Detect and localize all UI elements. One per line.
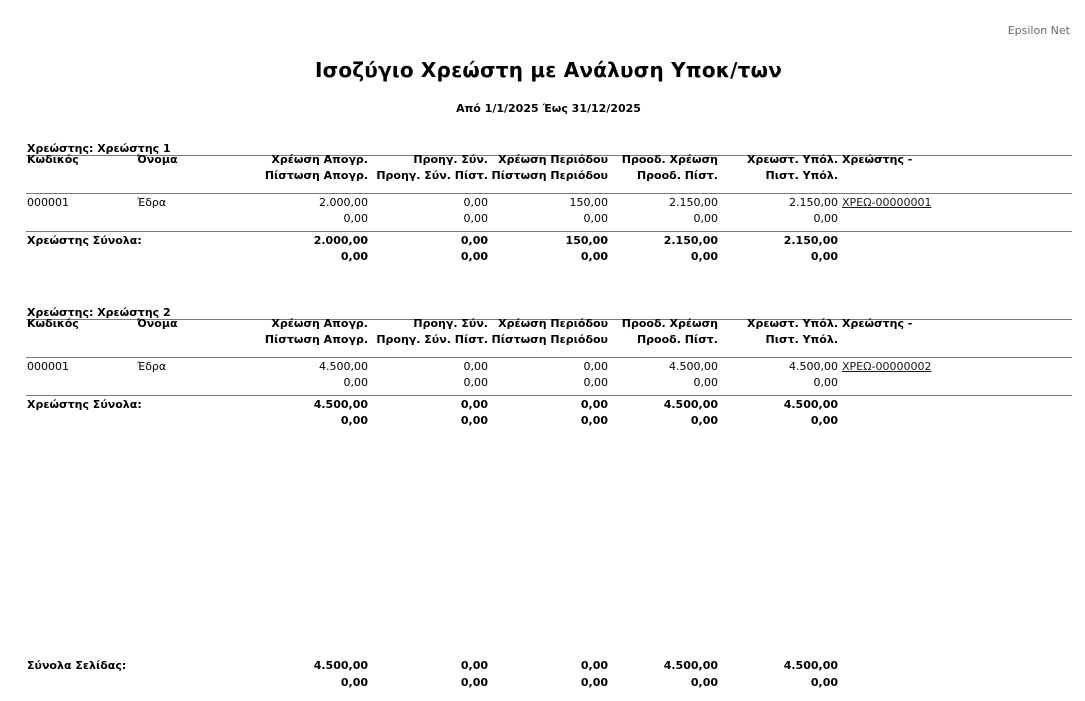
totals-label: Χρεώστης Σύνολα: — [27, 398, 142, 411]
row-debit-5: 4.500,00 — [789, 360, 838, 373]
totals-debit-5: 4.500,00 — [783, 398, 838, 411]
header-c5-line2: Πιστ. Υπόλ. — [765, 169, 838, 182]
totals-credit-1: 0,00 — [340, 250, 368, 263]
row-debit-4: 4.500,00 — [669, 360, 718, 373]
header-bottom-divider — [26, 193, 1072, 194]
page-totals-debit-5: 4.500,00 — [783, 659, 838, 672]
header-c1-line1: Χρέωση Απογρ. — [271, 317, 368, 330]
header-debtor: Χρεώστης - — [842, 153, 913, 166]
row-credit-5: 0,00 — [813, 212, 838, 225]
header-c3-line2: Πίστωση Περιόδου — [491, 169, 608, 182]
header-c5-line2: Πιστ. Υπόλ. — [765, 333, 838, 346]
header-debtor: Χρεώστης - — [842, 317, 913, 330]
totals-debit-1: 2.000,00 — [313, 234, 368, 247]
header-c3-line1: Χρέωση Περιόδου — [498, 317, 608, 330]
page-totals-debit-1: 4.500,00 — [313, 659, 368, 672]
totals-debit-3: 0,00 — [580, 398, 608, 411]
page-totals-label: Σύνολα Σελίδας: — [27, 659, 127, 672]
row-debit-1: 4.500,00 — [319, 360, 368, 373]
totals-credit-4: 0,00 — [690, 250, 718, 263]
header-c4-line1: Προοδ. Χρέωση — [621, 317, 718, 330]
section-heading: Χρεώστης: Χρεώστης 1 — [27, 142, 171, 155]
page-totals-credit-1: 0,00 — [340, 676, 368, 689]
header-code: Κωδικός — [27, 317, 79, 330]
brand-label: Epsilon Net — [1007, 24, 1070, 37]
row-credit-4: 0,00 — [693, 212, 718, 225]
header-c3-line2: Πίστωση Περιόδου — [491, 333, 608, 346]
header-c5-line1: Χρεωστ. Υπόλ. — [747, 317, 838, 330]
page-totals-credit-5: 0,00 — [810, 676, 838, 689]
row-debit-3: 0,00 — [583, 360, 608, 373]
totals-debit-2: 0,00 — [460, 234, 488, 247]
page-totals-credit-4: 0,00 — [690, 676, 718, 689]
header-c1-line1: Χρέωση Απογρ. — [271, 153, 368, 166]
row-name: Έδρα — [137, 360, 167, 373]
header-name: Όνομα — [137, 317, 178, 330]
header-c2-line2: Προηγ. Σύν. Πίστ. — [376, 333, 488, 346]
header-c2-line2: Προηγ. Σύν. Πίστ. — [376, 169, 488, 182]
row-credit-3: 0,00 — [583, 212, 608, 225]
header-name: Όνομα — [137, 153, 178, 166]
totals-credit-4: 0,00 — [690, 414, 718, 427]
header-c4-line2: Προοδ. Πίστ. — [636, 333, 718, 346]
header-c2-line1: Προηγ. Σύν. — [413, 153, 488, 166]
row-credit-2: 0,00 — [463, 212, 488, 225]
totals-credit-5: 0,00 — [810, 414, 838, 427]
section-heading: Χρεώστης: Χρεώστης 2 — [27, 306, 171, 319]
row-name: Έδρα — [137, 196, 167, 209]
row-code: 000001 — [27, 196, 69, 209]
report-title: Ισοζύγιο Χρεώστη με Ανάλυση Υποκ/των — [314, 58, 783, 82]
totals-debit-5: 2.150,00 — [783, 234, 838, 247]
row-debit-5: 2.150,00 — [789, 196, 838, 209]
header-c3-line1: Χρέωση Περιόδου — [498, 153, 608, 166]
page-totals-debit-3: 0,00 — [580, 659, 608, 672]
row-code: 000001 — [27, 360, 69, 373]
totals-divider — [26, 395, 1072, 396]
totals-credit-5: 0,00 — [810, 250, 838, 263]
row-credit-3: 0,00 — [583, 376, 608, 389]
totals-credit-3: 0,00 — [580, 250, 608, 263]
totals-divider — [26, 231, 1072, 232]
totals-credit-1: 0,00 — [340, 414, 368, 427]
row-credit-5: 0,00 — [813, 376, 838, 389]
header-bottom-divider — [26, 357, 1072, 358]
debtor-link[interactable]: ΧΡΕΩ-00000001 — [842, 196, 932, 209]
totals-debit-1: 4.500,00 — [313, 398, 368, 411]
header-code: Κωδικός — [27, 153, 79, 166]
totals-credit-3: 0,00 — [580, 414, 608, 427]
totals-credit-2: 0,00 — [460, 414, 488, 427]
debtor-link[interactable]: ΧΡΕΩ-00000002 — [842, 360, 932, 373]
row-debit-3: 150,00 — [569, 196, 608, 209]
page-totals-credit-3: 0,00 — [580, 676, 608, 689]
row-credit-2: 0,00 — [463, 376, 488, 389]
totals-debit-4: 4.500,00 — [663, 398, 718, 411]
totals-debit-4: 2.150,00 — [663, 234, 718, 247]
page-totals-debit-4: 4.500,00 — [663, 659, 718, 672]
header-c1-line2: Πίστωση Απογρ. — [264, 169, 368, 182]
row-credit-1: 0,00 — [343, 212, 368, 225]
row-debit-2: 0,00 — [463, 196, 488, 209]
totals-debit-2: 0,00 — [460, 398, 488, 411]
header-c1-line2: Πίστωση Απογρ. — [264, 333, 368, 346]
row-debit-2: 0,00 — [463, 360, 488, 373]
header-c4-line1: Προοδ. Χρέωση — [621, 153, 718, 166]
row-credit-4: 0,00 — [693, 376, 718, 389]
totals-debit-3: 150,00 — [565, 234, 608, 247]
row-debit-1: 2.000,00 — [319, 196, 368, 209]
row-credit-1: 0,00 — [343, 376, 368, 389]
page-totals-debit-2: 0,00 — [460, 659, 488, 672]
totals-label: Χρεώστης Σύνολα: — [27, 234, 142, 247]
header-c5-line1: Χρεωστ. Υπόλ. — [747, 153, 838, 166]
row-debit-4: 2.150,00 — [669, 196, 718, 209]
totals-credit-2: 0,00 — [460, 250, 488, 263]
header-c2-line1: Προηγ. Σύν. — [413, 317, 488, 330]
header-c4-line2: Προοδ. Πίστ. — [636, 169, 718, 182]
page-totals-credit-2: 0,00 — [460, 676, 488, 689]
report-period: Από 1/1/2025 Έως 31/12/2025 — [456, 102, 641, 115]
